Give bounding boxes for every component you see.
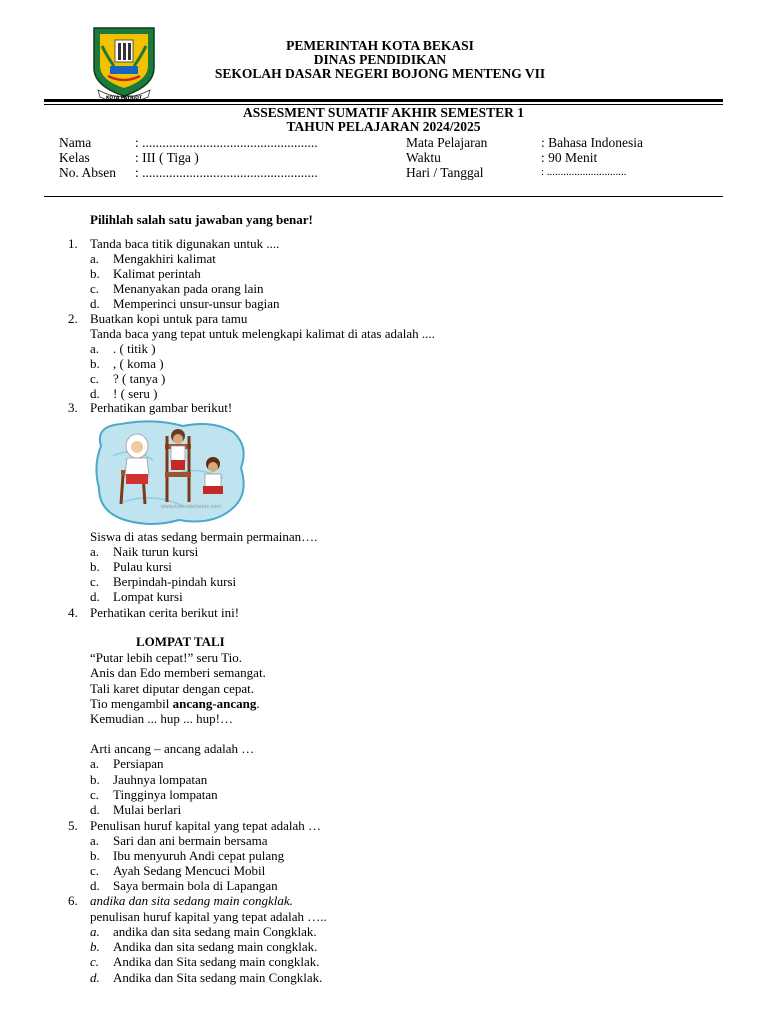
option-letter: d. bbox=[90, 386, 100, 401]
nama-label: Nama bbox=[59, 135, 92, 150]
info-divider bbox=[44, 196, 723, 197]
option-letter: a. bbox=[90, 833, 100, 848]
story-line: “Putar lebih cepat!” seru Tio. bbox=[90, 650, 242, 665]
option-letter: c. bbox=[90, 574, 100, 589]
option-text: , ( koma ) bbox=[113, 356, 164, 371]
instruction: Pilihlah salah satu jawaban yang benar! bbox=[90, 212, 313, 227]
story-line bbox=[90, 696, 260, 711]
story-text: . bbox=[256, 696, 260, 711]
question-prompt: penulisan huruf kapital yang tepat adalah ….. bbox=[90, 909, 327, 924]
option-letter: c. bbox=[90, 371, 100, 386]
option-text: Lompat kursi bbox=[113, 589, 183, 604]
option-text: Tingginya lompatan bbox=[113, 787, 218, 802]
option-letter: b. bbox=[90, 848, 100, 863]
story-title: LOMPAT TALI bbox=[136, 634, 225, 649]
story-text: Tio mengambil bbox=[90, 696, 173, 711]
option-text: Berpindah-pindah kursi bbox=[113, 574, 237, 589]
story-line: Kemudian ... hup ... hup!… bbox=[90, 711, 233, 726]
absen-field[interactable]: : .................................................... bbox=[135, 165, 318, 180]
option-letter: a. bbox=[90, 251, 100, 266]
option-text: Saya bermain bola di Lapangan bbox=[113, 878, 278, 893]
letterhead-government: PEMERINTAH KOTA BEKASI bbox=[286, 38, 474, 53]
option-letter: c. bbox=[90, 863, 100, 878]
question-prompt: Siswa di atas sedang bermain permainan…. bbox=[90, 529, 318, 544]
children-playing-chairs-illustration bbox=[93, 416, 247, 528]
option-text: Ibu menyuruh Andi cepat pulang bbox=[113, 848, 285, 863]
hari-field[interactable]: : ............................. bbox=[541, 166, 627, 178]
question-text: Tanda baca titik digunakan untuk .... bbox=[90, 236, 280, 251]
kota-bekasi-logo bbox=[88, 24, 160, 102]
letterhead-department: DINAS PENDIDIKAN bbox=[313, 52, 447, 67]
option-text: Mengakhiri kalimat bbox=[113, 251, 216, 266]
option-letter: a. bbox=[90, 924, 100, 939]
absen-label: No. Absen bbox=[59, 165, 116, 180]
hari-label: Hari / Tanggal bbox=[406, 165, 484, 180]
option-letter: a. bbox=[90, 544, 100, 559]
exam-title-line2: TAHUN PELAJARAN 2024/2025 bbox=[286, 119, 481, 134]
question-prompt: Tanda baca yang tepat untuk melengkapi kalimat di atas adalah .... bbox=[90, 326, 435, 341]
option-letter: c. bbox=[90, 954, 100, 969]
kelas-value: : III ( Tiga ) bbox=[135, 150, 199, 165]
story-keyword: ancang-ancang bbox=[172, 696, 257, 711]
option-text: Ayah Sedang Mencuci Mobil bbox=[113, 863, 266, 878]
question-number: 6. bbox=[68, 893, 78, 908]
mapel-value: : Bahasa Indonesia bbox=[541, 135, 643, 150]
option-text: Menanyakan pada orang lain bbox=[113, 281, 264, 296]
option-text: Sari dan ani bermain bersama bbox=[113, 833, 268, 848]
question-number: 4. bbox=[68, 605, 78, 620]
option-letter: a. bbox=[90, 756, 100, 771]
option-letter: d. bbox=[90, 296, 100, 311]
letterhead-school: SEKOLAH DASAR NEGERI BOJONG MENTENG VII bbox=[214, 66, 546, 81]
question-number: 5. bbox=[68, 818, 78, 833]
nama-field[interactable]: : .................................................... bbox=[135, 135, 318, 150]
question-text: Buatkan kopi untuk para tamu bbox=[90, 311, 248, 326]
option-letter: a. bbox=[90, 341, 100, 356]
option-letter: b. bbox=[90, 559, 100, 574]
option-text: Andika dan Sita sedang main congklak. bbox=[113, 954, 320, 969]
option-text: ! ( seru ) bbox=[113, 386, 158, 401]
waktu-value: : 90 Menit bbox=[541, 150, 598, 165]
question-number: 2. bbox=[68, 311, 78, 326]
mapel-label: Mata Pelajaran bbox=[406, 135, 488, 150]
image-watermark: www.kalenderkelas.com bbox=[160, 504, 222, 510]
option-text: Andika dan Sita sedang main Congklak. bbox=[113, 970, 323, 985]
option-letter: d. bbox=[90, 970, 100, 985]
option-text: Mulai berlari bbox=[113, 802, 182, 817]
header-divider-thick bbox=[44, 99, 723, 102]
option-text: andika dan sita sedang main Congklak. bbox=[113, 924, 317, 939]
letterhead bbox=[170, 39, 590, 81]
option-letter: b. bbox=[90, 772, 100, 787]
exam-title bbox=[44, 106, 723, 134]
option-letter: b. bbox=[90, 356, 100, 371]
question-prompt: Arti ancang – ancang adalah … bbox=[90, 741, 255, 756]
story-line: Anis dan Edo memberi semangat. bbox=[90, 665, 266, 680]
story-line: Tali karet diputar dengan cepat. bbox=[90, 681, 255, 696]
option-text: . ( titik ) bbox=[113, 341, 156, 356]
option-letter: d. bbox=[90, 878, 100, 893]
option-text: Naik turun kursi bbox=[113, 544, 199, 559]
option-text: Memperinci unsur-unsur bagian bbox=[113, 296, 280, 311]
option-letter: c. bbox=[90, 281, 100, 296]
option-text: Kalimat perintah bbox=[113, 266, 201, 281]
option-letter: d. bbox=[90, 589, 100, 604]
option-text: Andika dan sita sedang main congklak. bbox=[113, 939, 318, 954]
question-text: andika dan sita sedang main congklak. bbox=[90, 893, 293, 908]
question-number: 1. bbox=[68, 236, 78, 251]
option-text: ? ( tanya ) bbox=[113, 371, 166, 386]
option-letter: b. bbox=[90, 266, 100, 281]
option-text: Pulau kursi bbox=[113, 559, 172, 574]
kelas-label: Kelas bbox=[59, 150, 90, 165]
option-text: Jauhnya lompatan bbox=[113, 772, 208, 787]
question-text: Penulisan huruf kapital yang tepat adalah … bbox=[90, 818, 322, 833]
question-text: Perhatikan cerita berikut ini! bbox=[90, 605, 240, 620]
question-number: 3. bbox=[68, 400, 78, 415]
option-letter: d. bbox=[90, 802, 100, 817]
waktu-label: Waktu bbox=[406, 150, 441, 165]
question-text: Perhatikan gambar berikut! bbox=[90, 400, 233, 415]
exam-title-line1: ASSESMENT SUMATIF AKHIR SEMESTER 1 bbox=[242, 105, 525, 120]
option-letter: c. bbox=[90, 787, 100, 802]
option-text: Persiapan bbox=[113, 756, 164, 771]
option-letter: b. bbox=[90, 939, 100, 954]
